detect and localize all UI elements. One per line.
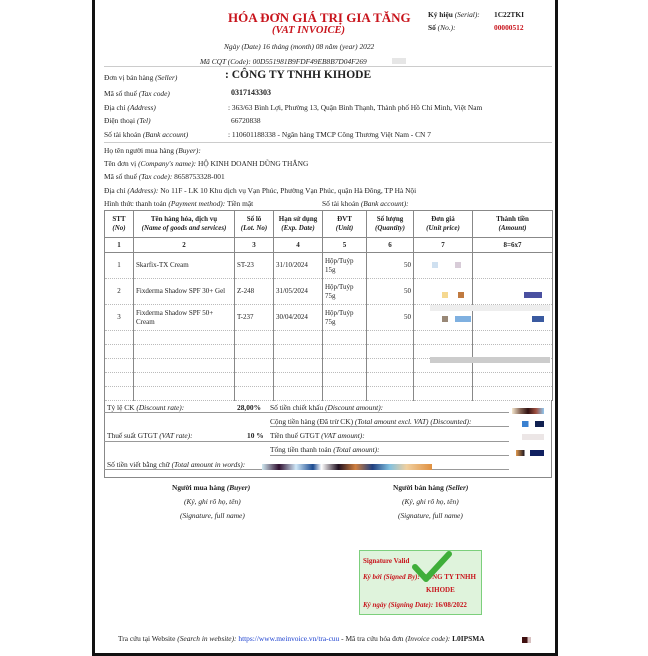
buyer-sign-title-en: (Buyer) bbox=[226, 483, 251, 492]
lookup-label-en: (Search in website): bbox=[177, 634, 237, 643]
seller-sign-hint-en: (Signature, full name) bbox=[398, 511, 463, 520]
redacted bbox=[532, 316, 544, 322]
buyer-sign-hint-en: (Signature, full name) bbox=[180, 511, 245, 520]
redacted bbox=[522, 637, 531, 643]
seller-bank: : 110601188338 - Ngân hàng TMCP Công Thương Việt Nam - CN 7 bbox=[228, 130, 431, 139]
vat-rate: 10 % bbox=[247, 431, 264, 440]
buyer-sign-hint: (Ký, ghi rõ họ, tên) bbox=[184, 497, 241, 506]
total-excl-label: Cộng tiền hàng (Đã trừ CK) bbox=[270, 417, 354, 426]
redacted bbox=[522, 421, 544, 427]
redacted bbox=[392, 58, 406, 64]
invoice-code: L0IPSMA bbox=[452, 634, 485, 643]
redacted bbox=[430, 305, 550, 311]
seller-tax-label-en: (Tax code) bbox=[138, 89, 170, 98]
serial-value: 1C22TKI bbox=[494, 10, 524, 19]
redacted bbox=[455, 262, 461, 268]
buyer-addr-label: Địa chỉ bbox=[104, 186, 126, 195]
redacted bbox=[432, 262, 438, 268]
seller-name: CÔNG TY TNHH KIHODE bbox=[231, 69, 372, 81]
seller-label-en: (Seller) bbox=[155, 73, 178, 82]
seller-sign-title-en: (Seller) bbox=[445, 483, 469, 492]
col-lot: Số lô (Lot. No) bbox=[235, 211, 274, 238]
buyer-label: Họ tên người mua hàng bbox=[104, 146, 174, 155]
signed-by: CÔNG TY TNHH bbox=[421, 573, 476, 581]
redacted bbox=[430, 357, 550, 363]
seller-addr-label-en: (Address) bbox=[127, 103, 156, 112]
payment-label-en: (Payment method): bbox=[168, 199, 226, 208]
col-qty: Số lượng (Quantity) bbox=[367, 211, 414, 238]
lookup-link[interactable]: https://www.meinvoice.vn/tra-cuu bbox=[238, 634, 340, 643]
redacted bbox=[512, 408, 544, 414]
discount-rate: 28,00% bbox=[237, 403, 262, 412]
invoice-code-label: - Mã tra cứu hóa đơn bbox=[341, 634, 404, 643]
table-row: 2 Fixderma Shadow SPF 30+ Gel Z-248 31/05/2024 Hộp/Tuýp 75g 50 bbox=[105, 279, 553, 305]
redacted bbox=[458, 292, 464, 298]
payment-method: Tiền mặt bbox=[226, 199, 254, 208]
vat-amount-label: Tiền thuế GTGT bbox=[270, 431, 320, 440]
redacted bbox=[522, 434, 544, 440]
buyer-company: HỘ KINH DOANH DŨNG THẮNG bbox=[197, 159, 309, 168]
redacted bbox=[442, 316, 448, 322]
col-unit: ĐVT (Unit) bbox=[323, 211, 367, 238]
no-label-en: (No.): bbox=[437, 23, 456, 32]
signed-by-2: KIHODE bbox=[426, 586, 455, 594]
signing-date: 16/08/2022 bbox=[434, 601, 467, 609]
seller-tax-label: Mã số thuế bbox=[104, 89, 137, 98]
invoice-date: Ngày (Date) 16 tháng (month) 08 năm (year) 2022 bbox=[224, 42, 375, 51]
signing-date-label: Ký ngày (Signing Date): bbox=[363, 601, 434, 609]
total-label: Tổng tiền thanh toán bbox=[270, 445, 332, 454]
seller-tel-label: Điện thoại bbox=[104, 116, 135, 125]
col-exp: Hạn sử dụng (Exp. Date) bbox=[274, 211, 323, 238]
cqt-code: Mã CQT (Code): 00D551981B9FDF49EB8B7D04F269 bbox=[200, 57, 367, 66]
col-amount: Thành tiền (Amount) bbox=[473, 211, 553, 238]
redacted bbox=[455, 316, 471, 322]
buyer-sign-title: Người mua hàng bbox=[172, 483, 225, 492]
buyer-addr-label-en: (Address): bbox=[127, 186, 159, 195]
words-label-en: (Total amount in words): bbox=[171, 460, 246, 469]
seller-sign-hint: (Ký, ghi rõ họ, tên) bbox=[402, 497, 459, 506]
seller-bank-label: Số tài khoản bbox=[104, 130, 141, 139]
buyer-company-label: Tên đơn vị bbox=[104, 159, 137, 168]
col-no: STT (No) bbox=[105, 211, 134, 238]
buyer-tax-label-en: (Tax code): bbox=[138, 172, 173, 181]
payment-label: Hình thức thanh toán bbox=[104, 199, 167, 208]
invoice-title: HÓA ĐƠN GIÁ TRỊ GIA TĂNG bbox=[228, 10, 411, 25]
seller-addr-label: Địa chỉ bbox=[104, 103, 126, 112]
seller-tel: 66720838 bbox=[231, 116, 261, 125]
no-label: Số bbox=[428, 23, 436, 32]
buyer-tax: 8658753328-001 bbox=[174, 172, 225, 181]
discount-amount-label-en: (Discount amount): bbox=[325, 403, 384, 412]
buyer-bank-label: Số tài khoản bbox=[322, 199, 359, 208]
serial-label-en: (Serial): bbox=[454, 10, 480, 19]
seller-sign-title: Người bán hàng bbox=[393, 483, 444, 492]
total-excl-label-en: (Total amount excl. VAT) (Discounted): bbox=[354, 417, 472, 426]
seller-tel-label-en: (Tel) bbox=[136, 116, 151, 125]
vat-rate-label-en: (VAT rate): bbox=[159, 431, 193, 440]
discount-rate-label: Tỷ lệ CK bbox=[107, 403, 135, 412]
redacted bbox=[442, 292, 448, 298]
table-row: 1 Skarfix-TX Cream ST-23 31/10/2024 Hộp/Tuýp 15g 50 bbox=[105, 253, 553, 279]
col-price: Đơn giá (Unit price) bbox=[414, 211, 473, 238]
lookup-label: Tra cứu tại Website bbox=[118, 634, 176, 643]
total-label-en: (Total amount): bbox=[333, 445, 380, 454]
serial-label: Ký hiệu bbox=[428, 10, 453, 19]
buyer-bank-label-en: (Bank account): bbox=[360, 199, 409, 208]
signature-valid: Signature Valid bbox=[363, 557, 410, 565]
buyer-address: No 11F - LK 10 Khu dịch vụ Vạn Phúc, Phường Vạn Phúc, quận Hà Đông, TP Hà Nội bbox=[160, 186, 417, 195]
table-header bbox=[105, 211, 553, 238]
signed-by-label: Ký bởi (Signed By): bbox=[363, 573, 420, 581]
seller-label: Đơn vị bán hàng bbox=[104, 73, 154, 82]
signature-stamp bbox=[359, 550, 482, 615]
words-label: Số tiền viết bằng chữ bbox=[107, 460, 170, 469]
buyer-label-en: (Buyer): bbox=[175, 146, 201, 155]
seller-tax: 0317143303 bbox=[231, 88, 271, 97]
vat-rate-label: Thuế suất GTGT bbox=[107, 431, 158, 440]
redacted bbox=[262, 464, 432, 470]
table-row: 3 Fixderma Shadow SPF 50+ Cream T-237 30/04/2024 Hộp/Tuýp 75g 50 bbox=[105, 305, 553, 331]
checkmark-icon bbox=[412, 551, 452, 583]
invoice-number: 00000512 bbox=[494, 23, 524, 32]
discount-amount-label: Số tiền chiết khấu bbox=[270, 403, 324, 412]
discount-rate-label-en: (Discount rate): bbox=[136, 403, 185, 412]
column-numbers: 1 2 3 4 5 6 7 8=6x7 bbox=[105, 238, 553, 253]
redacted bbox=[524, 292, 542, 298]
buyer-company-label-en: (Company's name): bbox=[138, 159, 197, 168]
seller-bank-label-en: (Bank account) bbox=[142, 130, 189, 139]
buyer-tax-label: Mã số thuế bbox=[104, 172, 137, 181]
redacted bbox=[516, 450, 544, 456]
col-name: Tên hàng hóa, dịch vụ (Name of goods and services) bbox=[134, 211, 235, 238]
invoice-subtitle: (VAT INVOICE) bbox=[272, 25, 346, 36]
vat-amount-label-en: (VAT amount): bbox=[321, 431, 365, 440]
invoice-code-label-en: (Invoice code): bbox=[405, 634, 451, 643]
seller-address: : 363/63 Bình Lợi, Phường 13, Quận Bình Thạnh, Thành phố Hồ Chí Minh, Việt Nam bbox=[228, 103, 483, 112]
